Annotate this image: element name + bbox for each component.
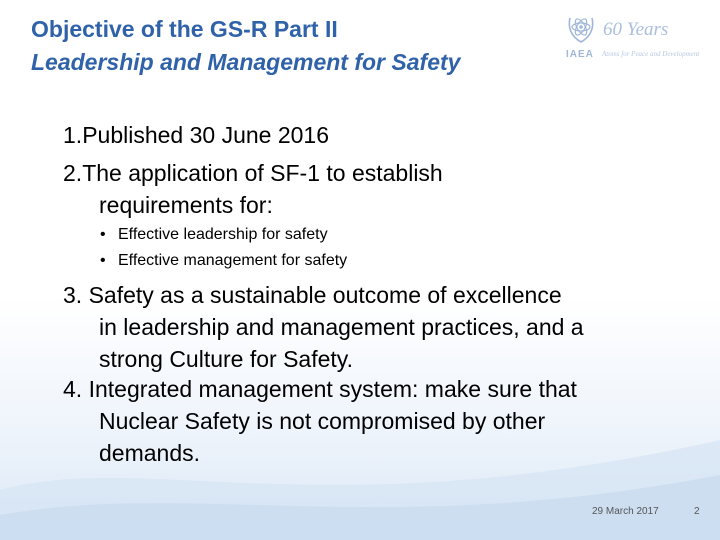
item-text-continued: in leadership and management practices, and a	[99, 314, 584, 340]
item-text-continued: Nuclear Safety is not compromised by other	[99, 408, 546, 434]
item-number: 1.	[63, 122, 83, 148]
item-text: Published 30 June 2016	[82, 122, 329, 148]
item-number: 4.	[63, 376, 89, 402]
bullet-icon: •	[100, 252, 106, 269]
item-text: The application of SF-1 to establish	[82, 160, 443, 186]
item-text: Safety as a sustainable outcome of excellence	[88, 282, 562, 308]
page-number: 2	[694, 506, 700, 517]
list-item-3	[63, 279, 703, 375]
logo-tagline: Atoms for Peace and Development	[602, 50, 700, 58]
iaea-logo	[560, 8, 715, 63]
item-text-continued: strong Culture for Safety.	[99, 346, 353, 372]
list-item-4	[63, 373, 703, 469]
item-text: Integrated management system: make sure that	[88, 376, 577, 402]
list-item	[100, 248, 347, 274]
slide-title	[31, 13, 571, 79]
item-text-continued: requirements for:	[99, 192, 273, 218]
title-line-2: Leadership and Management for Safety	[31, 49, 461, 75]
footer-date: 29 March 2017	[592, 506, 659, 517]
item-number: 3.	[63, 282, 89, 308]
item-text-continued: demands.	[99, 440, 201, 466]
sub-bullet-list	[100, 222, 347, 274]
item-number: 2.	[63, 160, 83, 186]
list-item-2	[63, 157, 663, 221]
list-item	[100, 222, 347, 248]
iaea-emblem-icon	[566, 12, 596, 46]
logo-org: IAEA	[566, 49, 594, 60]
bullet-text: Effective leadership for safety	[118, 226, 328, 243]
bullet-icon: •	[100, 226, 106, 243]
bullet-text: Effective management for safety	[118, 252, 348, 269]
list-item-1	[63, 119, 663, 151]
logo-years: 60 Years	[603, 19, 669, 40]
title-line-1: Objective of the GS-R Part II	[31, 16, 338, 42]
